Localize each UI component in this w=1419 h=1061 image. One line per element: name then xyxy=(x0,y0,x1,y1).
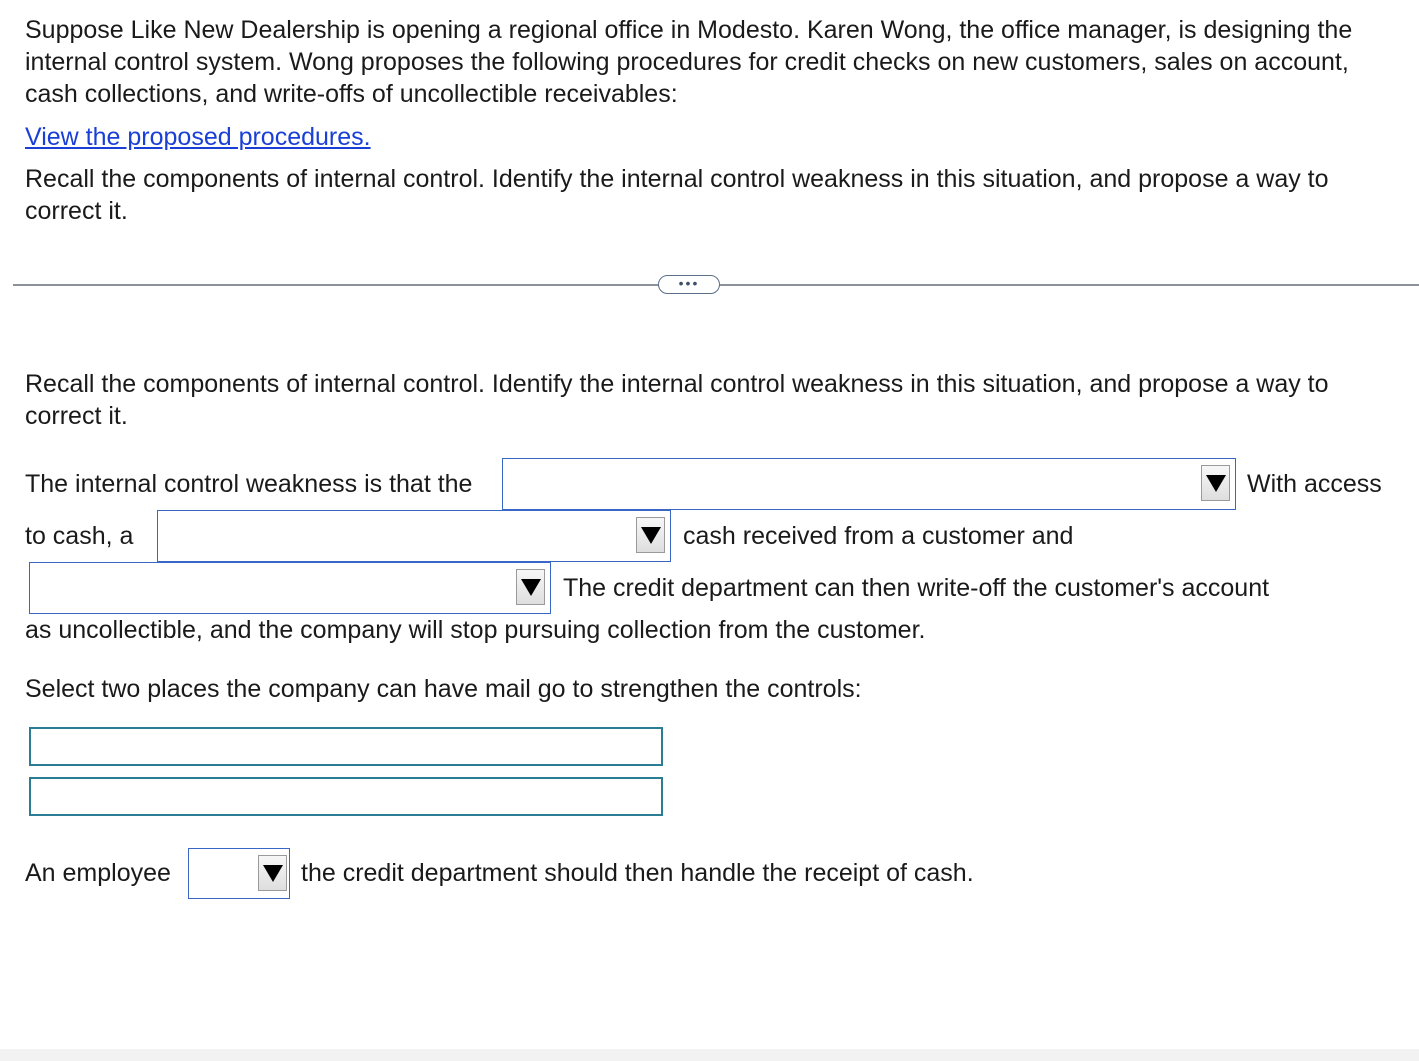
with-access-text: With access xyxy=(1247,470,1382,498)
credit-department-text: The credit department can then write-off the customer's account xyxy=(563,574,1270,602)
question-line-2: correct it. xyxy=(25,197,128,225)
chevron-down-icon xyxy=(258,855,287,891)
mail-destination-box-1[interactable] xyxy=(29,727,663,766)
mail-destination-box-2[interactable] xyxy=(29,777,663,816)
expand-button[interactable] xyxy=(658,275,720,294)
person-action-dropdown[interactable] xyxy=(157,510,671,562)
uncollectible-text: as uncollectible, and the company will stop pursuing collection from the customer. xyxy=(25,616,926,644)
chevron-down-icon xyxy=(1201,465,1230,501)
weakness-dropdown[interactable] xyxy=(502,458,1236,510)
question-line-1: Recall the components of internal control. Identify the internal control weakness in this situation, and propose a way to xyxy=(25,165,1329,193)
part2-question-line-1: Recall the components of internal control. Identify the internal control weakness in this situation, and propose a way to xyxy=(25,370,1329,398)
intro-line-1: Suppose Like New Dealership is opening a regional office in Modesto. Karen Wong, the office manager, is designing the xyxy=(25,16,1353,44)
chevron-down-icon xyxy=(516,569,545,605)
select-mail-prompt: Select two places the company can have mail go to strengthen the controls: xyxy=(25,675,862,703)
followup-action-dropdown[interactable] xyxy=(29,562,551,614)
footer-bar xyxy=(0,1049,1419,1061)
intro-line-2: internal control system. Wong proposes the following procedures for credit checks on new customers, sales on account, xyxy=(25,48,1349,76)
employee-relation-dropdown[interactable] xyxy=(188,848,290,899)
employee-start-text: An employee xyxy=(25,859,171,887)
ellipsis-icon: ••• xyxy=(678,274,700,291)
cash-received-text: cash received from a customer and xyxy=(683,522,1074,550)
chevron-down-icon xyxy=(636,517,665,553)
to-cash-text: to cash, a xyxy=(25,522,134,550)
view-procedures-link[interactable]: View the proposed procedures. xyxy=(25,123,371,151)
employee-end-text: the credit department should then handle the receipt of cash. xyxy=(301,859,974,887)
sentence-start-text: The internal control weakness is that the xyxy=(25,470,473,498)
intro-line-3: cash collections, and write-offs of uncollectible receivables: xyxy=(25,80,678,108)
part2-question-line-2: correct it. xyxy=(25,402,128,430)
